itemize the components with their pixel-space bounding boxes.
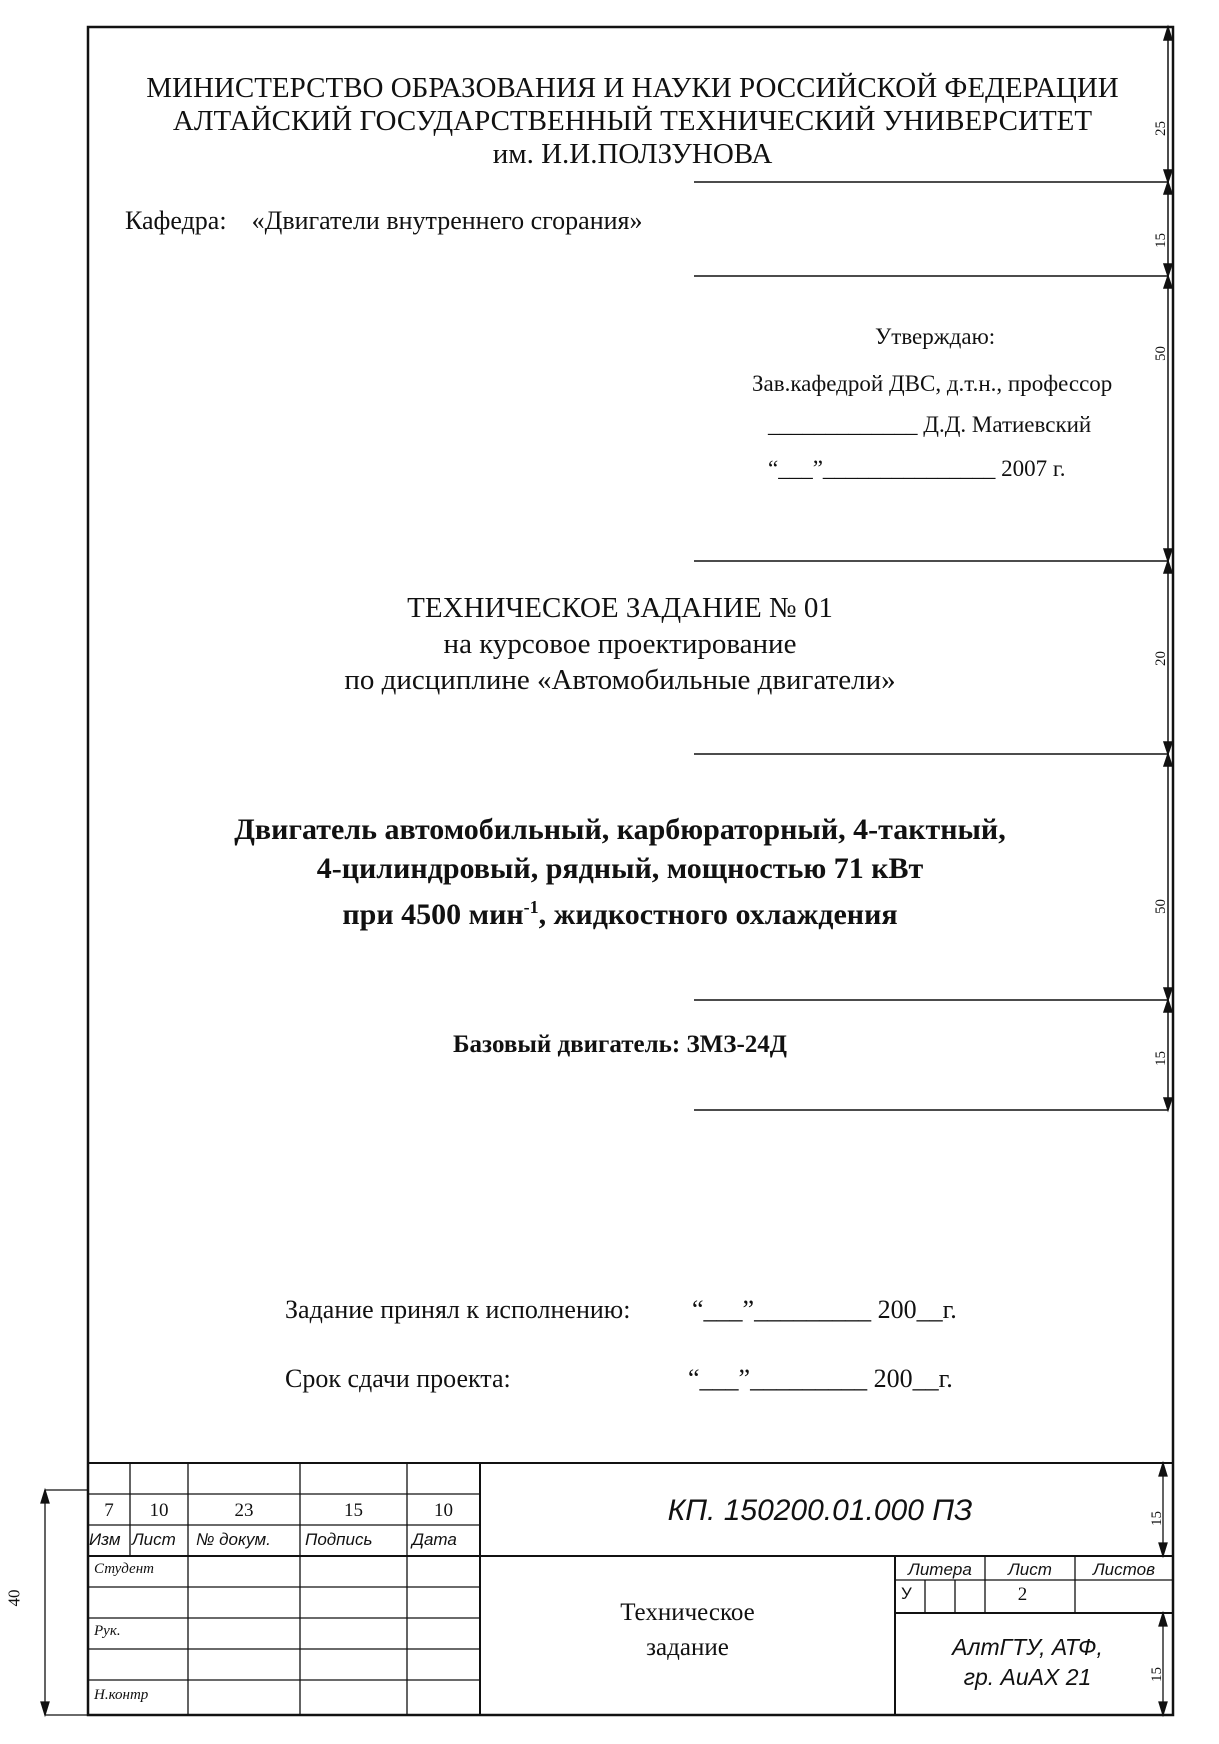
col-header-list: Лист: [132, 1530, 176, 1549]
organization-line-1: АлтГТУ, АТФ,: [952, 1634, 1103, 1660]
task-title: ТЕХНИЧЕСКОЕ ЗАДАНИЕ № 01: [407, 592, 833, 624]
col-header-izm: Изм: [89, 1530, 121, 1549]
litera-value: У: [901, 1584, 912, 1603]
base-engine: Базовый двигатель: ЗМЗ-24Д: [453, 1031, 787, 1058]
dim-15-d: 15: [1149, 1667, 1165, 1682]
dim-25: 25: [1153, 121, 1169, 136]
document-title-line-1: Техническое: [620, 1599, 755, 1626]
document-title: [480, 1595, 895, 1665]
colwidth-list: 10: [149, 1500, 169, 1521]
sheet-label: Лист: [1008, 1560, 1052, 1579]
accepted-date: “___”_________ 200__г.: [692, 1295, 957, 1324]
dim-20: 20: [1153, 651, 1169, 666]
col-header-doc: № докум.: [196, 1530, 271, 1549]
dim-15-b: 15: [1153, 1051, 1169, 1066]
header-line-1: МИНИСТЕРСТВО ОБРАЗОВАНИЯ И НАУКИ РОССИЙСКОЙ ФЕДЕРАЦИИ: [146, 72, 1119, 104]
engine-line-2: 4-цилиндровый, рядный, мощностью 71 кВт: [316, 852, 924, 885]
task-subtitle-1: на курсовое проектирование: [443, 628, 797, 660]
approval-title: Утверждаю:: [875, 324, 996, 349]
dim-50-b: 50: [1153, 899, 1169, 914]
colwidth-date: 10: [434, 1500, 453, 1521]
col-header-sign: Подпись: [305, 1530, 373, 1549]
document-title-line-2: задание: [646, 1634, 729, 1661]
task-title-block: [240, 590, 1000, 698]
department-row: [125, 206, 643, 236]
organization-line-2: гр. АиАХ 21: [963, 1664, 1092, 1690]
accepted-label: Задание принял к исполнению:: [285, 1295, 631, 1324]
header-line-3: им. И.И.ПОЛЗУНОВА: [492, 138, 773, 170]
header-line-2: АЛТАЙСКИЙ ГОСУДАРСТВЕННЫЙ ТЕХНИЧЕСКИЙ УНИВЕРСИТЕТ: [172, 105, 1093, 137]
sheet-value: 2: [1017, 1584, 1028, 1605]
colwidth-doc: 23: [234, 1500, 254, 1521]
colwidth-izm: 7: [104, 1500, 114, 1521]
row-student: Студент: [94, 1561, 154, 1577]
dim-50-a: 50: [1153, 346, 1169, 361]
sheets-label: Листов: [1093, 1560, 1155, 1579]
row-control: Н.контр: [94, 1687, 149, 1703]
department-name: «Двигатели внутреннего сгорания»: [251, 206, 643, 235]
department-label: Кафедра:: [125, 206, 227, 235]
approval-signature: _____________ Д.Д. Матиевский: [768, 412, 1092, 437]
ministry-header: [100, 72, 1165, 171]
engine-line-1: Двигатель автомобильный, карбюраторный, 4-тактный,: [234, 813, 1006, 846]
engine-line-3-text: при 4500 мин: [342, 898, 524, 931]
dim-15-a: 15: [1153, 233, 1169, 248]
row-head: Рук.: [94, 1623, 121, 1639]
engine-line-3: [180, 888, 1060, 934]
approval-date: “___”_______________ 2007 г.: [768, 456, 1066, 481]
engine-line-3-sup: -1: [523, 897, 539, 917]
litera-label: Литера: [908, 1560, 972, 1579]
deadline-date: “___”_________ 200__г.: [688, 1364, 953, 1393]
colwidth-sign: 15: [344, 1500, 363, 1521]
col-header-date: Дата: [412, 1530, 457, 1549]
engine-description: [180, 810, 1060, 934]
dim-40: 40: [4, 1589, 24, 1607]
engine-line-3-rest: , жидкостного охлаждения: [538, 898, 898, 931]
task-subtitle-2: по дисциплине «Автомобильные двигатели»: [344, 664, 896, 696]
deadline-label: Срок сдачи проекта:: [285, 1364, 511, 1393]
dim-15-c: 15: [1149, 1511, 1165, 1526]
organization: [900, 1632, 1155, 1692]
document-code: КП. 150200.01.000 ПЗ: [667, 1494, 973, 1527]
approval-position: Зав.кафедрой ДВС, д.т.н., профессор: [752, 371, 1113, 396]
